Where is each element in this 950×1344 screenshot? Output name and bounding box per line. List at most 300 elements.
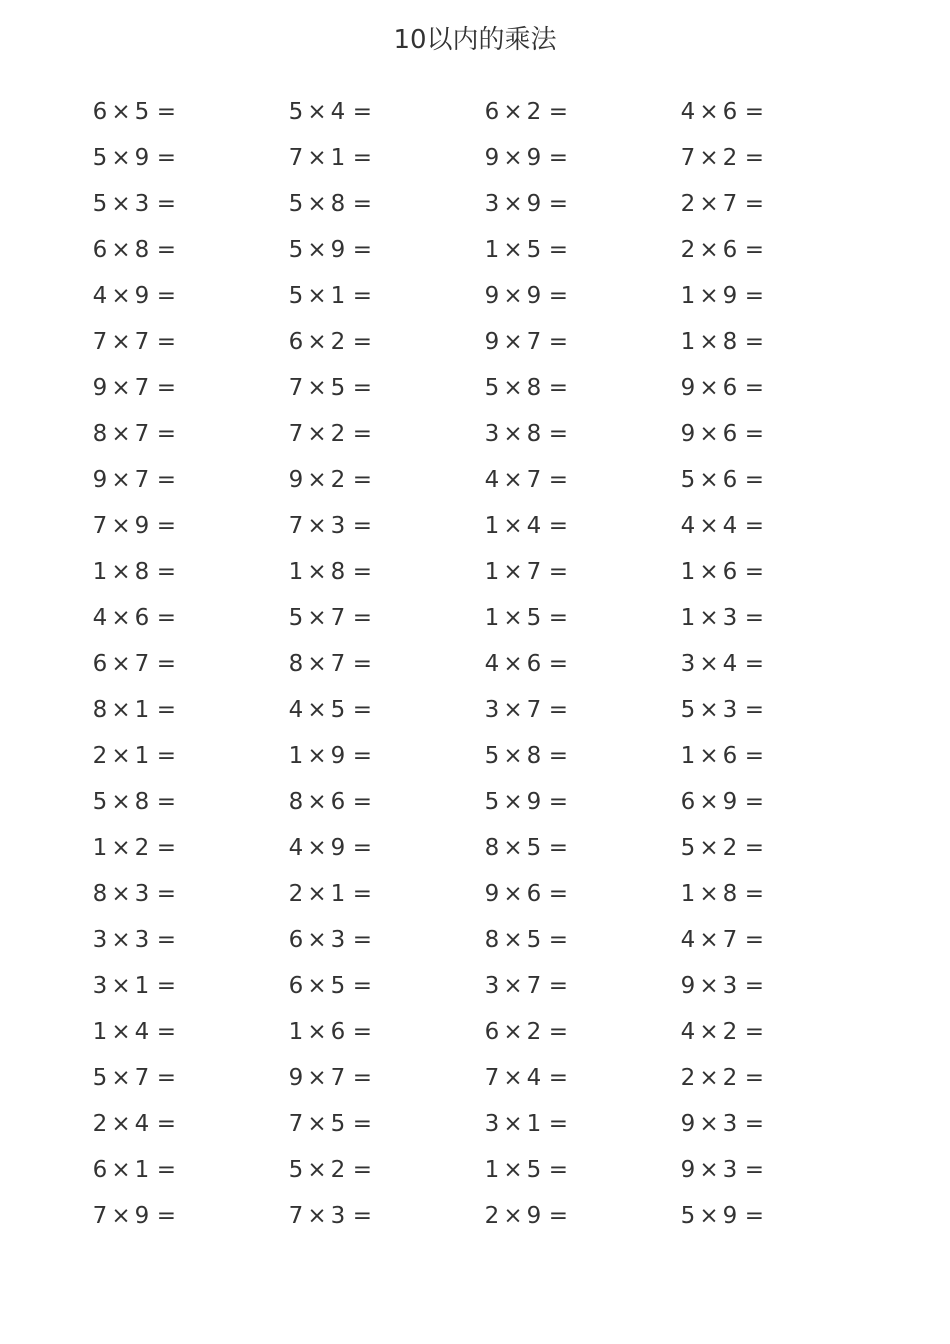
equals-sign: = (548, 513, 568, 539)
multiplication-problem (484, 503, 568, 549)
equals-sign: = (744, 99, 764, 125)
operand-a: 8 (92, 421, 108, 447)
operand-b: 3 (330, 513, 346, 539)
times-sign: × (111, 99, 131, 125)
operand-b: 2 (722, 145, 738, 171)
problem-row (0, 1193, 950, 1239)
multiplication-problem (484, 1055, 568, 1101)
multiplication-problem (92, 365, 176, 411)
times-sign: × (111, 881, 131, 907)
equals-sign: = (744, 375, 764, 401)
operand-b: 2 (722, 1019, 738, 1045)
problem-row (0, 917, 950, 963)
equals-sign: = (548, 283, 568, 309)
operand-b: 9 (330, 743, 346, 769)
operand-b: 5 (330, 375, 346, 401)
operand-b: 8 (722, 881, 738, 907)
equals-sign: = (156, 237, 176, 263)
operand-a: 6 (288, 927, 304, 953)
operand-b: 1 (134, 1157, 150, 1183)
multiplication-problem (92, 595, 176, 641)
equals-sign: = (548, 1111, 568, 1137)
times-sign: × (307, 99, 327, 125)
multiplication-problem (288, 135, 372, 181)
operand-b: 7 (134, 421, 150, 447)
multiplication-problem (92, 319, 176, 365)
equals-sign: = (156, 375, 176, 401)
multiplication-problem (92, 135, 176, 181)
operand-a: 2 (484, 1203, 500, 1229)
multiplication-problem (92, 89, 176, 135)
equals-sign: = (548, 375, 568, 401)
times-sign: × (307, 191, 327, 217)
problem-row (0, 1055, 950, 1101)
operand-b: 1 (330, 283, 346, 309)
operand-a: 4 (680, 513, 696, 539)
operand-a: 7 (288, 145, 304, 171)
times-sign: × (111, 743, 131, 769)
operand-a: 7 (484, 1065, 500, 1091)
operand-a: 9 (680, 421, 696, 447)
operand-a: 5 (92, 789, 108, 815)
operand-a: 9 (484, 145, 500, 171)
times-sign: × (699, 605, 719, 631)
multiplication-problem (288, 1055, 372, 1101)
times-sign: × (111, 697, 131, 723)
equals-sign: = (352, 881, 372, 907)
times-sign: × (503, 743, 523, 769)
times-sign: × (307, 513, 327, 539)
times-sign: × (111, 467, 131, 493)
times-sign: × (699, 881, 719, 907)
multiplication-problem (288, 733, 372, 779)
operand-b: 4 (722, 651, 738, 677)
operand-a: 5 (680, 835, 696, 861)
equals-sign: = (352, 1157, 372, 1183)
times-sign: × (503, 467, 523, 493)
equals-sign: = (548, 1157, 568, 1183)
equals-sign: = (156, 559, 176, 585)
problem-row (0, 1147, 950, 1193)
equals-sign: = (744, 927, 764, 953)
multiplication-problem (680, 1009, 764, 1055)
equals-sign: = (156, 1065, 176, 1091)
operand-b: 8 (330, 191, 346, 217)
operand-a: 8 (288, 789, 304, 815)
times-sign: × (307, 1203, 327, 1229)
times-sign: × (111, 283, 131, 309)
operand-b: 7 (526, 559, 542, 585)
operand-b: 7 (134, 651, 150, 677)
multiplication-problem (484, 365, 568, 411)
times-sign: × (307, 973, 327, 999)
equals-sign: = (744, 237, 764, 263)
operand-a: 4 (680, 99, 696, 125)
operand-b: 4 (722, 513, 738, 539)
equals-sign: = (352, 145, 372, 171)
equals-sign: = (744, 835, 764, 861)
problem-row (0, 595, 950, 641)
operand-b: 1 (134, 973, 150, 999)
equals-sign: = (548, 1203, 568, 1229)
operand-b: 9 (134, 513, 150, 539)
operand-a: 1 (288, 743, 304, 769)
operand-b: 6 (722, 743, 738, 769)
times-sign: × (503, 651, 523, 677)
operand-b: 3 (134, 881, 150, 907)
times-sign: × (111, 329, 131, 355)
equals-sign: = (156, 1019, 176, 1045)
multiplication-problem (92, 181, 176, 227)
multiplication-problem (288, 411, 372, 457)
multiplication-problem (92, 549, 176, 595)
times-sign: × (111, 835, 131, 861)
page-title: 10以内的乘法 (393, 25, 557, 55)
multiplication-problem (484, 779, 568, 825)
operand-a: 4 (92, 605, 108, 631)
operand-a: 1 (288, 1019, 304, 1045)
equals-sign: = (744, 329, 764, 355)
equals-sign: = (548, 421, 568, 447)
multiplication-problem (288, 917, 372, 963)
operand-b: 8 (722, 329, 738, 355)
problem-row (0, 135, 950, 181)
operand-b: 9 (526, 1203, 542, 1229)
operand-a: 7 (680, 145, 696, 171)
operand-b: 4 (526, 1065, 542, 1091)
operand-a: 5 (680, 697, 696, 723)
times-sign: × (503, 1065, 523, 1091)
operand-a: 9 (680, 1111, 696, 1137)
multiplication-problem (484, 733, 568, 779)
equals-sign: = (744, 467, 764, 493)
problem-row (0, 687, 950, 733)
operand-a: 1 (484, 559, 500, 585)
operand-b: 9 (134, 1203, 150, 1229)
equals-sign: = (744, 789, 764, 815)
equals-sign: = (352, 329, 372, 355)
operand-a: 7 (92, 513, 108, 539)
equals-sign: = (352, 513, 372, 539)
equals-sign: = (548, 605, 568, 631)
operand-a: 5 (288, 605, 304, 631)
times-sign: × (503, 789, 523, 815)
times-sign: × (111, 237, 131, 263)
equals-sign: = (744, 651, 764, 677)
times-sign: × (307, 835, 327, 861)
operand-a: 3 (92, 927, 108, 953)
multiplication-problem (92, 687, 176, 733)
times-sign: × (699, 329, 719, 355)
multiplication-problem (484, 319, 568, 365)
times-sign: × (307, 283, 327, 309)
equals-sign: = (548, 559, 568, 585)
operand-a: 9 (288, 1065, 304, 1091)
multiplication-problem (92, 411, 176, 457)
operand-b: 9 (722, 1203, 738, 1229)
multiplication-problem (680, 365, 764, 411)
operand-a: 4 (680, 1019, 696, 1045)
operand-a: 5 (92, 145, 108, 171)
equals-sign: = (156, 605, 176, 631)
times-sign: × (699, 1111, 719, 1137)
operand-a: 4 (288, 697, 304, 723)
operand-b: 5 (330, 1111, 346, 1137)
operand-a: 2 (680, 191, 696, 217)
operand-a: 4 (680, 927, 696, 953)
equals-sign: = (548, 467, 568, 493)
times-sign: × (307, 697, 327, 723)
times-sign: × (307, 1157, 327, 1183)
times-sign: × (307, 881, 327, 907)
equals-sign: = (156, 789, 176, 815)
multiplication-problem (680, 825, 764, 871)
operand-a: 8 (484, 927, 500, 953)
operand-b: 7 (330, 651, 346, 677)
equals-sign: = (156, 1111, 176, 1137)
multiplication-problem (92, 457, 176, 503)
operand-a: 4 (92, 283, 108, 309)
times-sign: × (111, 191, 131, 217)
operand-b: 7 (526, 329, 542, 355)
multiplication-problem (680, 503, 764, 549)
times-sign: × (699, 651, 719, 677)
times-sign: × (111, 927, 131, 953)
operand-a: 1 (680, 559, 696, 585)
equals-sign: = (548, 881, 568, 907)
equals-sign: = (744, 1111, 764, 1137)
operand-b: 6 (526, 881, 542, 907)
multiplication-problem (484, 1193, 568, 1239)
operand-b: 8 (134, 789, 150, 815)
operand-a: 4 (288, 835, 304, 861)
operand-b: 5 (526, 1157, 542, 1183)
operand-b: 9 (526, 283, 542, 309)
multiplication-problem (288, 641, 372, 687)
multiplication-problem (92, 1055, 176, 1101)
operand-b: 7 (330, 1065, 346, 1091)
operand-a: 9 (92, 375, 108, 401)
multiplication-problem (288, 687, 372, 733)
times-sign: × (307, 1111, 327, 1137)
operand-b: 5 (330, 697, 346, 723)
multiplication-problem (288, 319, 372, 365)
operand-b: 6 (722, 375, 738, 401)
times-sign: × (699, 99, 719, 125)
multiplication-problem (484, 917, 568, 963)
equals-sign: = (156, 513, 176, 539)
operand-b: 6 (722, 421, 738, 447)
operand-b: 3 (722, 697, 738, 723)
multiplication-problem (680, 1147, 764, 1193)
times-sign: × (503, 605, 523, 631)
multiplication-problem (680, 641, 764, 687)
equals-sign: = (352, 421, 372, 447)
times-sign: × (111, 513, 131, 539)
problem-row (0, 89, 950, 135)
equals-sign: = (156, 145, 176, 171)
operand-a: 8 (92, 881, 108, 907)
times-sign: × (307, 1065, 327, 1091)
operand-a: 6 (484, 1019, 500, 1045)
multiplication-problem (484, 411, 568, 457)
multiplication-problem (92, 227, 176, 273)
operand-b: 2 (722, 1065, 738, 1091)
multiplication-problem (288, 457, 372, 503)
multiplication-problem (92, 1147, 176, 1193)
operand-a: 7 (92, 329, 108, 355)
operand-a: 5 (288, 237, 304, 263)
multiplication-problem (288, 1009, 372, 1055)
times-sign: × (503, 99, 523, 125)
multiplication-problem (484, 871, 568, 917)
operand-a: 1 (680, 605, 696, 631)
times-sign: × (503, 881, 523, 907)
operand-a: 1 (92, 559, 108, 585)
operand-b: 8 (526, 421, 542, 447)
times-sign: × (503, 697, 523, 723)
operand-b: 7 (134, 467, 150, 493)
problem-row (0, 1009, 950, 1055)
times-sign: × (307, 559, 327, 585)
multiplication-problem (484, 89, 568, 135)
equals-sign: = (352, 375, 372, 401)
times-sign: × (307, 743, 327, 769)
times-sign: × (503, 329, 523, 355)
operand-a: 7 (288, 513, 304, 539)
operand-b: 9 (330, 835, 346, 861)
operand-b: 2 (722, 835, 738, 861)
times-sign: × (111, 605, 131, 631)
equals-sign: = (156, 835, 176, 861)
operand-a: 3 (484, 191, 500, 217)
equals-sign: = (548, 1019, 568, 1045)
operand-b: 8 (134, 559, 150, 585)
times-sign: × (307, 329, 327, 355)
problem-row (0, 641, 950, 687)
operand-a: 5 (484, 789, 500, 815)
times-sign: × (503, 835, 523, 861)
operand-b: 5 (526, 605, 542, 631)
equals-sign: = (548, 651, 568, 677)
operand-a: 2 (680, 1065, 696, 1091)
times-sign: × (503, 513, 523, 539)
multiplication-problem (484, 641, 568, 687)
equals-sign: = (548, 329, 568, 355)
times-sign: × (111, 1019, 131, 1045)
operand-a: 4 (484, 467, 500, 493)
operand-a: 1 (680, 283, 696, 309)
operand-a: 8 (92, 697, 108, 723)
equals-sign: = (352, 789, 372, 815)
equals-sign: = (156, 927, 176, 953)
operand-a: 6 (92, 1157, 108, 1183)
equals-sign: = (352, 697, 372, 723)
operand-b: 8 (134, 237, 150, 263)
operand-b: 7 (526, 973, 542, 999)
equals-sign: = (744, 421, 764, 447)
equals-sign: = (352, 191, 372, 217)
times-sign: × (699, 973, 719, 999)
multiplication-problem (484, 825, 568, 871)
times-sign: × (307, 1019, 327, 1045)
multiplication-problem (92, 503, 176, 549)
operand-a: 6 (92, 99, 108, 125)
operand-b: 6 (722, 237, 738, 263)
operand-a: 1 (680, 329, 696, 355)
equals-sign: = (352, 973, 372, 999)
operand-b: 2 (134, 835, 150, 861)
multiplication-problem (92, 963, 176, 1009)
times-sign: × (503, 559, 523, 585)
times-sign: × (699, 1065, 719, 1091)
multiplication-problem (680, 273, 764, 319)
equals-sign: = (744, 881, 764, 907)
equals-sign: = (352, 835, 372, 861)
operand-b: 9 (526, 789, 542, 815)
times-sign: × (307, 605, 327, 631)
multiplication-problem (92, 825, 176, 871)
times-sign: × (111, 789, 131, 815)
multiplication-problem (288, 871, 372, 917)
multiplication-problem (484, 181, 568, 227)
operand-b: 9 (526, 191, 542, 217)
multiplication-problem (288, 1147, 372, 1193)
times-sign: × (699, 1157, 719, 1183)
operand-b: 3 (330, 1203, 346, 1229)
equals-sign: = (744, 605, 764, 631)
operand-a: 7 (288, 1203, 304, 1229)
problem-grid (0, 89, 950, 1239)
operand-a: 2 (92, 743, 108, 769)
operand-b: 1 (330, 145, 346, 171)
equals-sign: = (156, 283, 176, 309)
problem-row (0, 779, 950, 825)
operand-b: 6 (722, 467, 738, 493)
multiplication-problem (484, 687, 568, 733)
operand-a: 3 (484, 1111, 500, 1137)
times-sign: × (307, 375, 327, 401)
operand-b: 5 (526, 237, 542, 263)
equals-sign: = (548, 191, 568, 217)
times-sign: × (699, 283, 719, 309)
operand-a: 5 (92, 191, 108, 217)
operand-b: 7 (526, 467, 542, 493)
operand-b: 8 (526, 743, 542, 769)
operand-a: 1 (680, 743, 696, 769)
multiplication-problem (92, 1193, 176, 1239)
equals-sign: = (156, 1203, 176, 1229)
operand-b: 9 (134, 283, 150, 309)
times-sign: × (111, 559, 131, 585)
operand-a: 3 (92, 973, 108, 999)
times-sign: × (503, 973, 523, 999)
times-sign: × (111, 1157, 131, 1183)
operand-a: 8 (484, 835, 500, 861)
operand-b: 1 (526, 1111, 542, 1137)
operand-b: 7 (722, 927, 738, 953)
operand-a: 6 (92, 237, 108, 263)
equals-sign: = (352, 1111, 372, 1137)
multiplication-problem (680, 89, 764, 135)
equals-sign: = (744, 1065, 764, 1091)
operand-b: 2 (330, 329, 346, 355)
operand-b: 7 (330, 605, 346, 631)
equals-sign: = (548, 973, 568, 999)
equals-sign: = (156, 1157, 176, 1183)
multiplication-problem (484, 1009, 568, 1055)
multiplication-problem (288, 779, 372, 825)
